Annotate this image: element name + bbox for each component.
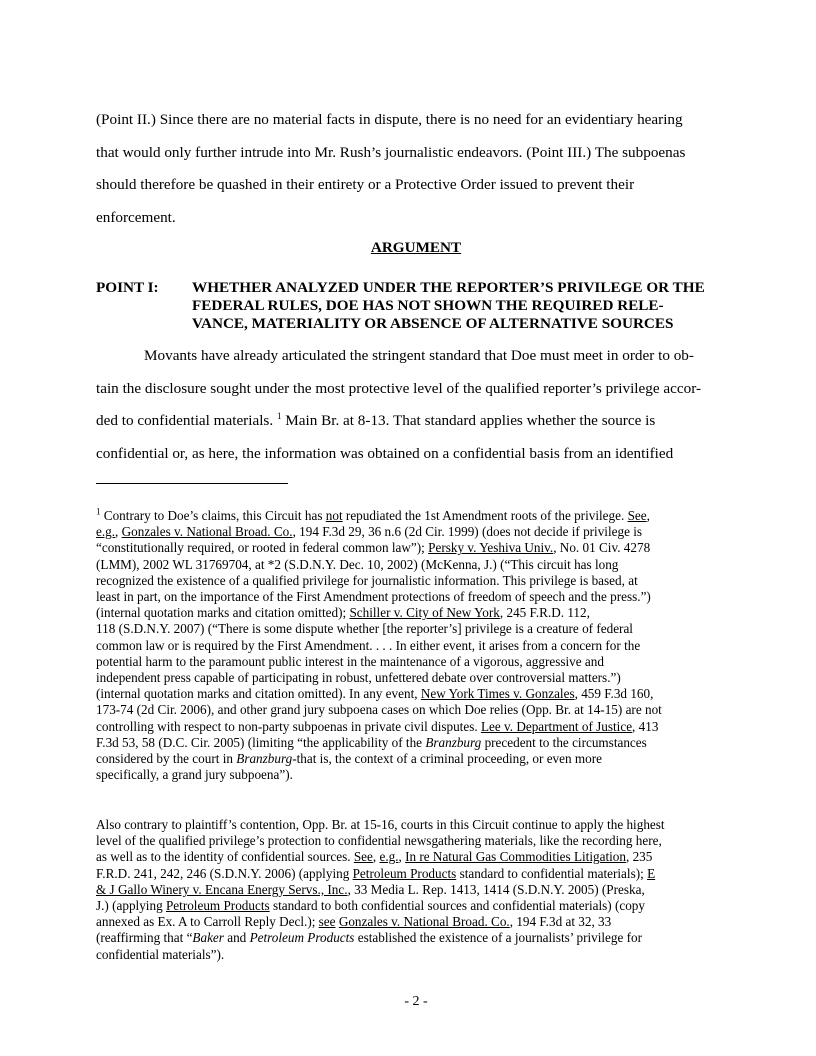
footnote-line: potential harm to the paramount public interest in the maintenance of a vigorous, aggressive and — [96, 653, 604, 669]
emphasis-not: not — [325, 508, 343, 523]
fn-text: (internal quotation marks and citation omitted). In any event, — [96, 686, 421, 702]
para-line — [96, 405, 736, 438]
fn-text: controlling with respect to non-party subpoenas in private civil disputes. — [96, 718, 481, 734]
fn-text: standard to confidential materials); — [456, 865, 648, 881]
fn-text: established the existence of a journalists’ privilege for — [354, 930, 643, 946]
fn-text: , 33 Media L. Rep. 1413, 1414 (S.D.N.Y. 2005) (Preska, — [347, 881, 645, 897]
footnote-line: (LMM), 2002 WL 31769704, at *2 (S.D.N.Y. Dec. 10, 2002) (McKenna, J.) (“This circuit has long — [96, 556, 619, 572]
footnote-divider — [96, 483, 288, 484]
footnote-line — [96, 930, 736, 946]
intro-line: (Point II.) Since there are no material facts in dispute, there is no need for an evidentiary hearing — [96, 111, 683, 128]
footnote-line: confidential materials”). — [96, 946, 225, 962]
signal-eg: e.g. — [96, 524, 116, 540]
footnote-reference[interactable]: 1 — [276, 411, 282, 422]
fn-text: F.R.D. 241, 242, 246 (S.D.N.Y. 2006) (applying — [96, 865, 353, 881]
footnote-line: recognized the existence of a qualified privilege for journalistic information. This privilege is based, at — [96, 572, 638, 588]
para-line: Movants have already articulated the stringent standard that Doe must meet in order to ob- — [144, 347, 694, 364]
fn-text: , 235 — [625, 849, 653, 865]
intro-line: that would only further intrude into Mr. Rush’s journalistic endeavors. (Point III.) The subpoenas — [96, 143, 686, 161]
footnote-line — [96, 882, 736, 898]
intro-paragraph — [96, 104, 736, 234]
signal-see: See — [627, 508, 647, 523]
case-citation: & J Gallo Winery v. Encana Energy Servs., Inc. — [96, 881, 348, 897]
point-heading-line: WHETHER ANALYZED UNDER THE REPORTER’S PRIVILEGE OR THE — [192, 279, 705, 296]
case-citation: Schiller v. City of New York — [349, 605, 500, 621]
fn-text: considered by the court in — [96, 751, 237, 767]
case-name-italic: Baker — [192, 930, 224, 946]
footnote-line: 173-74 (2d Cir. 2006), and other grand jury subpoena cases on which Doe relies (Opp. Br. at 14-15) are not — [96, 702, 662, 718]
fn-text: annexed as Ex. A to Carroll Reply Decl.); — [96, 914, 319, 930]
footnote-line: specifically, a grand jury subpoena”). — [96, 767, 293, 783]
case-citation: In re Natural Gas Commodities Litigation — [405, 849, 626, 865]
intro-line: should therefore be quashed in their entirety or a Protective Order issued to prevent their — [96, 176, 635, 194]
para-text: Main Br. at 8-13. That standard applies whether the source is — [281, 412, 656, 430]
fn-text: , — [115, 524, 122, 540]
case-citation: New York Times v. Gonzales — [420, 686, 575, 702]
fn-text: , 459 F.3d 160, — [574, 686, 654, 702]
signal-eg: e.g. — [379, 849, 399, 865]
argument-paragraph — [96, 340, 736, 470]
footnote-line — [96, 735, 736, 751]
case-citation: Gonzales v. National Broad. Co. — [338, 914, 510, 930]
fn-text: , No. 01 Civ. 4278 — [553, 540, 651, 556]
footnote-1 — [96, 508, 736, 783]
signal-see: See — [353, 849, 373, 865]
fn-text: -that is, the context of a criminal proceeding, or even more — [292, 751, 602, 767]
case-citation: Lee v. Department of Justice — [480, 718, 633, 734]
footnote-line — [96, 751, 736, 767]
fn-text: , — [398, 849, 406, 865]
fn-text: , 245 F.R.D. 112, — [499, 605, 590, 621]
argument-heading: ARGUMENT — [370, 239, 462, 256]
footnote-line: least in part, on the importance of the First Amendment protections of freedom of speech and the press.”) — [96, 589, 651, 605]
footnote-line — [96, 849, 736, 865]
fn-text: , — [646, 508, 650, 523]
footnote-line: Also contrary to plaintiff’s contention, Opp. Br. at 15-16, courts in this Circuit continue to apply the highest — [96, 817, 665, 832]
footnote-line — [96, 540, 736, 556]
fn-text: J.) (applying — [96, 898, 166, 914]
footnote-1-continued — [96, 817, 736, 963]
fn-text: , 194 F.3d 29, 36 n.6 (2d Cir. 1999) (does not decide if privilege is — [292, 524, 643, 540]
signal-see: see — [318, 914, 336, 930]
para-line: tain the disclosure sought under the most protective level of the qualified reporter’s privilege accor- — [96, 379, 702, 397]
case-name-italic: Branzburg — [236, 751, 293, 767]
case-citation: E — [647, 865, 656, 881]
footnote-line: level of the qualified privilege’s protection to confidential newsgathering materials, like the recording here, — [96, 833, 662, 849]
case-citation: Petroleum Products — [165, 898, 270, 914]
fn-text: (internal quotation marks and citation omitted); — [96, 605, 350, 621]
fn-text: repudiated the 1st Amendment roots of the privilege. — [342, 508, 628, 523]
footnote-line: common law or is required by the First Amendment. . . . In either event, it arises from a concern for the — [96, 637, 641, 653]
fn-text: as well as to the identity of confidential sources. — [96, 849, 354, 865]
point-heading-line: FEDERAL RULES, DOE HAS NOT SHOWN THE REQUIRED RELE- — [192, 296, 664, 314]
fn-text: “constitutionally required, or rooted in federal common law”); — [96, 540, 429, 556]
fn-text: , 413 — [632, 718, 659, 734]
footnote-marker: 1 — [96, 506, 101, 517]
fn-text: (reaffirming that “ — [96, 930, 193, 946]
footnote-line — [96, 719, 736, 735]
case-name-italic: Petroleum Products — [249, 930, 355, 946]
page-number: - 2 - — [404, 994, 428, 1009]
case-citation: Petroleum Products — [352, 865, 457, 881]
fn-text: and — [223, 930, 250, 946]
fn-text: precedent to the circumstances — [481, 734, 647, 750]
footnote-line — [96, 605, 736, 621]
footnote-line — [96, 524, 736, 540]
case-citation: Persky v. Yeshiva Univ. — [428, 540, 554, 556]
footnote-line — [96, 898, 736, 914]
footnote-line: independent press capable of participating in robust, unfettered debate over controversial matters.”) — [96, 670, 621, 686]
intro-line: enforcement. — [96, 208, 176, 226]
footnote-line — [96, 508, 736, 524]
fn-text: standard to both confidential sources and confidential materials) (copy — [269, 898, 645, 914]
fn-text: , 194 F.3d at 32, 33 — [509, 914, 612, 930]
footnote-line: 118 (S.D.N.Y. 2007) (“There is some dispute whether [the reporter’s] privilege is a creature of federal — [96, 621, 633, 637]
point-heading — [192, 279, 752, 332]
footnote-line — [96, 866, 736, 882]
fn-text: Contrary to Doe’s claims, this Circuit has — [100, 508, 326, 523]
point-heading-line: VANCE, MATERIALITY OR ABSENCE OF ALTERNATIVE SOURCES — [192, 314, 674, 332]
point-label: POINT I: — [96, 279, 159, 296]
case-citation: Gonzales v. National Broad. Co. — [121, 524, 293, 540]
footnote-line — [96, 686, 736, 702]
fn-text: F.3d 53, 58 (D.C. Cir. 2005) (limiting “the applicability of the — [96, 734, 426, 750]
fn-text: , — [372, 849, 380, 865]
case-name-italic: Branzburg — [425, 734, 482, 750]
para-line: confidential or, as here, the information was obtained on a confidential basis from an identified — [96, 444, 674, 462]
para-text: ded to confidential materials. — [96, 412, 277, 430]
footnote-line — [96, 914, 736, 930]
